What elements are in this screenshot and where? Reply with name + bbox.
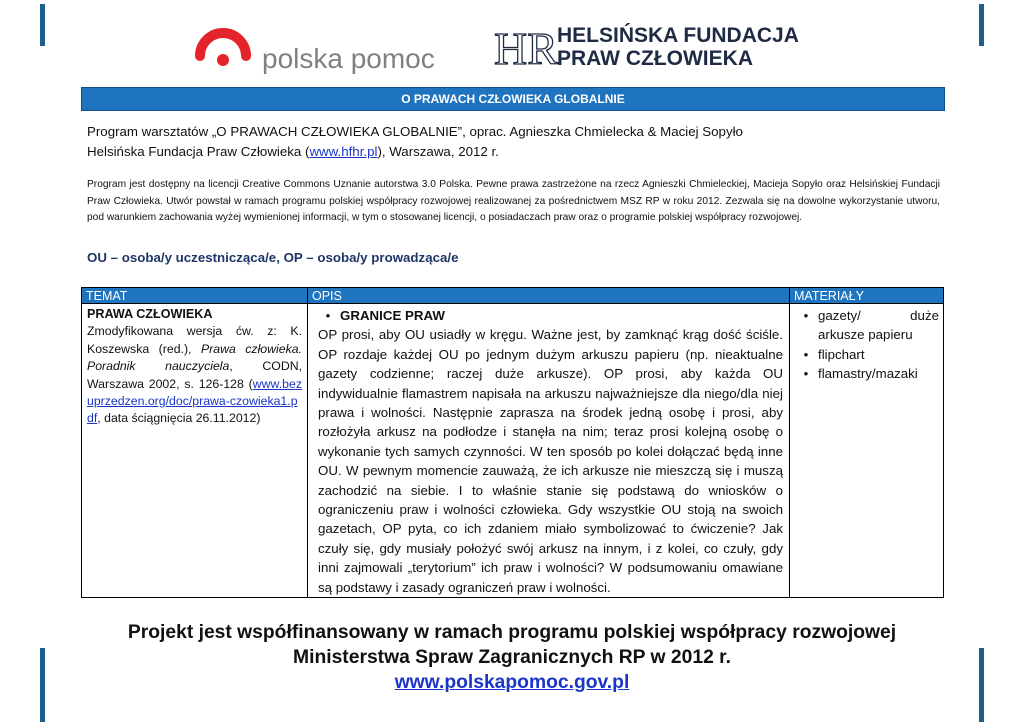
polska-pomoc-logo [190,20,435,80]
hfhr-logo-line1: HELSIŃSKA FUNDACJA [557,24,799,48]
hfhr-link[interactable]: www.hfhr.pl [309,144,378,159]
left-top-edge-bar [40,4,45,46]
footer-link-row [0,670,1024,695]
temat-cell [82,304,308,598]
title-banner: O PRAWACH CZŁOWIEKA GLOBALNIE [81,87,945,111]
program-info [87,122,947,162]
list-item: • flipchart [794,345,939,364]
svg-text:HR: HR [494,23,558,74]
header-materialy: MATERIAŁY [790,288,944,304]
list-item: • gazety/ duże arkusze papieru [794,306,939,345]
temat-title: PRAWA CZŁOWIEKA [87,307,213,321]
license-notice: Program jest dostępny na licencji Creative Commons Uznanie autorstwa 3.0 Polska. Pewne prawa zastrzeżone na rzecz Agnieszki Chmieleckiej, Macieja Sopyło oraz Helsińskiej Fundacji Praw Człowieka. Utwór powstał w ramach programu polskiej współpracy rozwojowej realizowanej za pośrednictwem MSZ RP w roku 2012. Zezwala się na dowolne wykorzystanie utworu, pod warunkiem zachowania wyżej wymienionej informacji, w tym o stosowanej licencji, o posiadaczach praw oraz o programie polskiej współpracy rozwojowej. [87,179,940,224]
hfhr-monogram-icon [493,23,558,74]
footer-line1: Projekt jest współfinansowany w ramach programu polskiej współpracy rozwojowej [127,622,897,643]
hfhr-logo-line2: PRAW CZŁOWIEKA [557,47,753,70]
header-temat: TEMAT [82,288,308,304]
table-row [82,304,944,598]
table-header-row [82,288,944,304]
opis-cell [308,304,790,598]
abbreviation-legend: OU – osoba/y uczestnicząca/e, OP – osoba/y prowadząca/e [87,250,459,265]
hfhr-logo [493,24,799,72]
materialy-cell [790,304,944,598]
exercise-table [81,287,944,598]
bullet-icon: • [325,308,331,323]
smile-arc-icon [190,20,256,80]
bullet-icon: • [803,366,809,382]
program-org-line: Helsińska Fundacja Praw Człowieka (www.hfhr.pl), Warszawa, 2012 r. [87,144,499,159]
opis-body: OP prosi, aby OU usiadły w kręgu. Ważne jest, by zamknąć krąg dość ściśle. OP rozdaje każdej OU po jednym dużym arkuszu papieru (np. nieaktualne gazety codzienne; raczej duże arkusze). OP prosi, aby każda OU indywidualnie flamastrem napisała na arkuszu najważniejsze dla niego/dla niej prawa i wolności. Następnie zaprasza na środek jedną osobę i prosi, aby rozłożyła arkusz na podłodze i stanęła na nim; teraz prosi kolejną osobę o wykonanie tych samych czynności. W ten sposób po kolei dołączać będą inne OU. W pewnym momencie zauważą, że ich arkusze nie mieszczą się i muszą zachodzić na siebie. I to właśnie stanie się podstawą do wniosków o ograniczeniu praw i wolności człowieka. Gdy wszystkie OU stoją na swoich gazetach, OP pyta, co ich zdaniem miało symbolizować to ćwiczenie? Jak czuły się, gdy musiały położyć swój arkusz na innym, i z kolei, co czuły, gdy inni zajmowali „terytorium” ich praw i wolności? W podsumowaniu omawiane są podstawy i zasady ograniczeń praw i wolności. [318,327,783,595]
temat-source: Zmodyfikowana wersja ćw. z: K. Koszewska (red.), Prawa człowieka. Poradnik nauczyciela, CODN, Warszawa 2002, s. 126-128 (www.bezuprzedzen.org/doc/prawa-czowieka1.pdf, data ściągnięcia 26.11.2012) [87,324,302,426]
footer-line2: Ministerstwa Spraw Zagranicznych RP w 2012 r. [293,647,731,668]
bullet-icon: • [803,308,809,323]
list-item: • flamastry/mazaki [794,364,939,383]
opis-heading: • GRANICE PRAW [316,306,783,325]
bullet-icon: • [803,346,809,362]
polskapomoc-link[interactable]: www.polskapomoc.gov.pl [394,672,630,693]
program-title-line: Program warsztatów „O PRAWACH CZŁOWIEKA GLOBALNIE”, oprac. Agnieszka Chmielecka & Maciej Sopyło [87,124,743,139]
right-top-edge-bar [979,4,984,46]
header-opis: OPIS [308,288,790,304]
source-link[interactable]: www.bezuprzedzen.org/doc/prawa-czowieka1.pdf [87,376,302,426]
polska-pomoc-logo-text: polska pomoc [262,43,435,74]
